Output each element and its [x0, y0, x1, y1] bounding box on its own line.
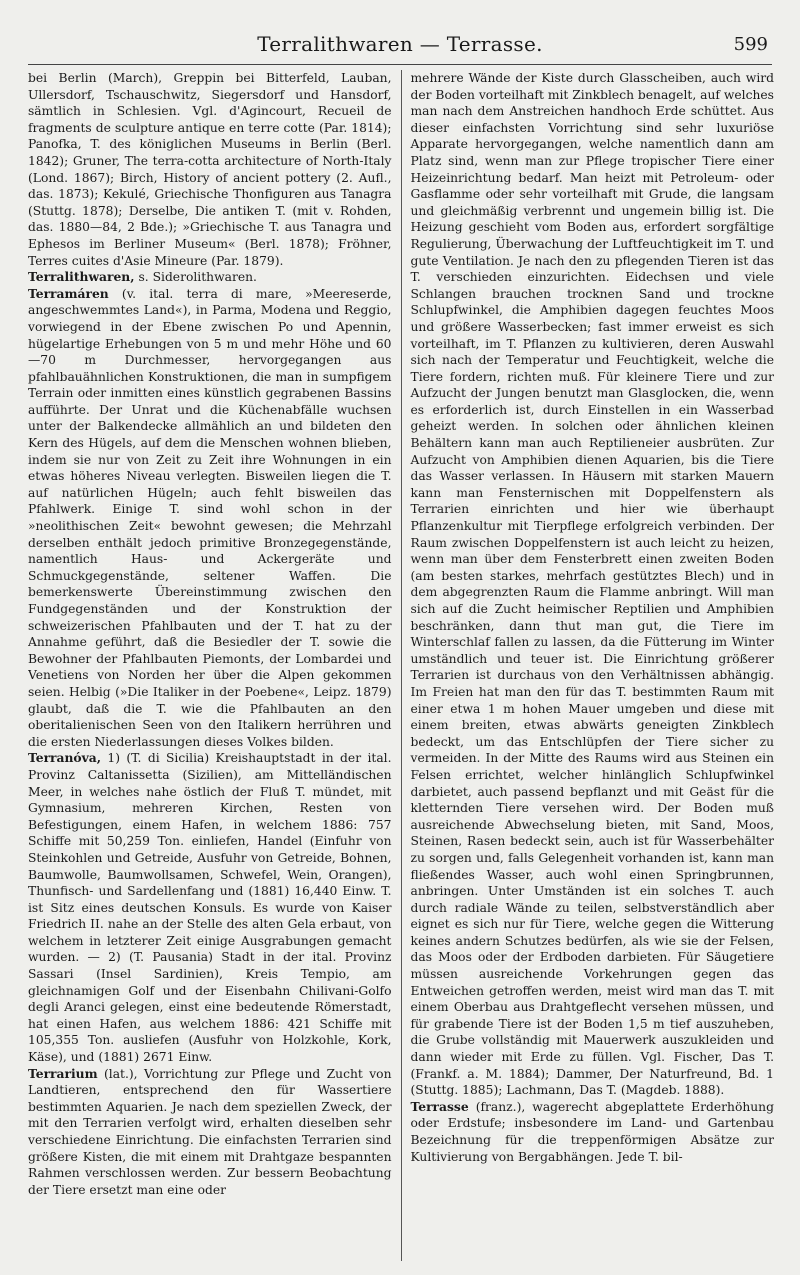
entry-text: s. Siderolithwaren.: [138, 270, 257, 285]
text-columns: [28, 70, 774, 1261]
entry-headword: Terramáren: [28, 285, 109, 301]
entry-headword: Terranóva,: [28, 750, 102, 766]
entry-text: 1) (T. di Sicilia) Kreishauptstadt in der ital. Provinz Caltanissetta (Sizilien), am Mittelländischen Meer, in welches nahe östlich der Fluß T. mündet, mit Gymnasium, mehreren Kirchen, Resten von Befestigungen, einem Hafen, in welchem 1886: 757 Schiffe mit 50,259 Ton. einliefen, Handel (Einfuhr von Steinkohlen und Getreide, Ausfuhr von Getreide, Bohnen, Baumwolle, Baumwollsamen, Schwefel, Wein, Orangen), Thunfisch- und Sardellenfang und (1881) 16,440 Einw. T. ist Sitz eines deutschen Konsuls. Es wurde von Kaiser Friedrich II. nahe an der Stelle des alten Gela erbaut, von welchem in letzterer Zeit einige Ausgrabungen gemacht wurden. — 2) (T. Pausania) Stadt in der ital. Provinz Sassari (Insel Sardinien), Kreis Tempio, am gleichnamigen Golf und der Eisenbahn Chilivani-Golfo degli Aranci gelegen, einst eine bedeutende Römerstadt, hat einen Hafen, aus welchem 1886: 421 Schiffe mit 105,355 Ton. ausliefen (Ausfuhr von Holzkohle, Kork, Käse), und (1881) 2671 Einw.: [28, 751, 392, 1065]
entry-text: (franz.), wagerecht abgeplattete Erderhöhung oder Erdstufe; insbesondere im Land- und Gartenbau Bezeichnung für die treppenförmigen Absätze zur Kultivierung von Bergabhängen. Jede T. bil-: [410, 1099, 774, 1164]
entry-text: mehrere Wände der Kiste durch Glasscheiben, auch wird der Boden vorteilhaft mit Zinkblech benagelt, auf welches man nach dem Anstreichen handhoch Erde schüttet. Aus dieser einfachsten Vorrichtung sind sehr luxuriöse Apparate hervorgegangen, welche namentlich dann am Platz sind, wenn man zur Pflege tropischer Tiere einer Heizeinrichtung bedarf. Man heizt mit Petroleum- oder Gasflamme oder sehr vorteilhaft mit Grude, die langsam und gleichmäßig verbrennt und ungemein billig ist. Die Heizung geschieht vom Boden aus, erfordert sorgfältige Regulierung, Überwachung der Luftfeuchtigkeit im T. und gute Ventilation. Je nach den zu pflegenden Tieren ist das T. verschieden einzurichten. Eidechsen und viele Schlangen brauchen trocknen Sand und trockne Schlupfwinkel, die Amphibien dagegen feuchtes Moos und größere Wasserbecken; fast immer erweist es sich vorteilhaft, im T. Pflanzen zu kultivieren, deren Auswahl sich nach der Temperatur und Feuchtigkeit, welche die Tiere fordern, richten muß. Für kleinere Tiere und zur Aufzucht der Jungen benutzt man Glasglocken, die, wenn es erforderlich ist, durch Einstellen in ein Wasserbad geheizt werden. In solchen oder ähnlichen kleinen Behältern kann man auch Reptilieneier ausbrüten. Zur Aufzucht von Amphibien dienen Aquarien, bis die Tiere das Wasser verlassen. In Häusern mit starken Mauern kann man Fensternischen mit Doppelfenstern als Terrarien einrichten und hier wie überhaupt Pflanzenkultur mit Tierpflege erfolgreich verbinden. Der Raum zwischen Doppelfenstern ist auch leicht zu heizen, wenn man über dem Fensterbrett einen zweiten Boden (am besten starkes, mehrfach gestütztes Blech) und in dem abgegrenzten Raum die Flamme anbringt. Will man sich auf die Zucht heimischer Reptilien und Amphibien beschränken, dann thut man gut, die Tiere im Winterschlaf fallen zu lassen, da die Fütterung im Winter umständlich und teuer ist. Die Einrichtung größerer Terrarien ist durchaus von den Verhältnissen abhängig. Im Freien hat man den für das T. bestimmten Raum mit einer etwa 1 m hohen Mauer umgeben und diese mit einem breiten, etwas abwärts geneigten Zinkblech bedeckt, um das Entschlüpfen der Tiere sicher zu vermeiden. In der Mitte des Raums wird aus Steinen ein Felsen errichtet, welcher hinlänglich Schlupfwinkel darbietet, auch passend bepflanzt und mit Geäst für die kletternden Tiere versehen wird. Der Boden muß ausreichende Abwechselung bieten, mit Sand, Moos, Steinen, Rasen bedeckt sein, auch ist für Wasserbehälter zu sorgen und, falls Gelegenheit vorhanden ist, kann man fließendes Wasser, auch wohl einen Springbrunnen, anbringen. Unter Umständen ist ein solches T. auch durch radiale Wände zu teilen, selbstverständlich aber eignet es sich nur für Tiere, welche gegen die Witterung keines andern Schutzes bedürfen, als wie sie der Felsen, das Moos oder der Erdboden darbieten. Für Säugetiere müssen ausreichende Vorkehrungen gegen das Entweichen getroffen werden, meist wird man das T. mit einem Oberbau aus Drahtgeflecht versehen müssen, und für grabende Tiere ist der Boden 1,5 m tief auszuheben, die Grube vollständig mit Mauerwerk auszukleiden und dann wieder mit Erde zu füllen. Vgl. Fischer, Das T. (Frankf. a. M. 1884); Dammer, Der Naturfreund, Bd. 1 (Stuttg. 1885); Lachmann, Das T. (Magdeb. 1888).: [410, 71, 774, 1098]
running-title: Terralithwaren — Terrasse.: [257, 32, 543, 56]
entry-paragraph: [411, 70, 775, 1099]
entry-text: (v. ital. terra di mare, »Meereserde, angeschwemmtes Land«), in Parma, Modena und Reggio, vorwiegend in der Ebene zwischen Po und Apennin, hügelartige Erhebungen von 5 m und mehr Höhe und 60—70 m Durchmesser, hervorgegangen aus pfahlbauähnlichen Konstruktionen, die man in sumpfigem Terrain oder inmitten eines künstlich gegrabenen Bassins aufführte. Der Unrat und die Küchenabfälle wuchsen unter der Balkendecke allmählich an und bildeten den Kern des Hügels, auf dem die Menschen wohnen blieben, indem sie nur von Zeit zu Zeit ihre Wohnungen in ein etwas höheres Niveau verlegten. Bisweilen liegen die T. auf natürlichen Hügeln; auch fehlt bisweilen das Pfahlwerk. Einige T. sind wohl schon in der »neolithischen Zeit« bewohnt gewesen; die Mehrzahl derselben enthält jedoch primitive Bronzegegenstände, namentlich Haus- und Ackergeräte und Schmuckgegenstände, seltener Waffen. Die bemerkenswerte Übereinstimmung zwischen den Fundgegenständen und der Konstruktion der schweizerischen Pfahlbauten und der T. hat zu der Annahme geführt, daß die Besiedler der T. sowie die Bewohner der Pfahlbauten Piemonts, der Lombardei und Venetiens von Norden her über die Alpen gekommen seien. Helbig (»Die Italiker in der Poebene«, Leipz. 1879) glaubt, daß die T. wie die Pfahlbauten an den oberitalienischen Seen von den Italikern herrühren und die ersten Niederlassungen dieses Volkes bilden.: [28, 286, 392, 749]
entry-paragraph: [411, 1099, 775, 1165]
page-header: [28, 30, 772, 65]
entry-paragraph: [28, 750, 392, 1065]
page-number: 599: [733, 34, 768, 55]
entry-headword: Terrarium: [28, 1065, 98, 1081]
entry-text: bei Berlin (March), Greppin bei Bitterfeld, Lauban, Ullersdorf, Tschauschwitz, Siegersdorf und Hansdorf, sämtlich in Schlesien. Vgl. d'Agincourt, Recueil de fragments de sculpture antique en terre cotte (Par. 1814); Panofka, T. des königlichen Museums in Berlin (Berl. 1842); Gruner, The terra-cotta architecture of North-Italy (Lond. 1867); Birch, History of ancient pottery (2. Aufl., das. 1873); Kekulé, Griechische Thonfiguren aus Tanagra (Stuttg. 1878); Derselbe, Die antiken T. (mit v. Rohden, das. 1880—84, 2 Bde.); »Griechische T. aus Tanagra und Ephesos im Berliner Museum« (Berl. 1878); Fröhner, Terres cuites d'Asie Mineure (Par. 1879).: [28, 71, 392, 268]
entry-text: (lat.), Vorrichtung zur Pflege und Zucht von Landtieren, entsprechend den für Wassertiere bestimmten Aquarien. Je nach dem speziellen Zweck, der mit den Terrarien verfolgt wird, erhalten dieselben sehr verschiedene Einrichtung. Die einfachsten Terrarien sind größere Kisten, die mit einem mit Drahtgaze bespannten Rahmen verschlossen werden. Zur bessern Beobachtung der Tiere ersetzt man eine oder: [28, 1066, 392, 1197]
entry-headword: Terralithwaren,: [28, 269, 135, 285]
left-column: [28, 70, 402, 1261]
entry-paragraph: [28, 269, 392, 286]
entry-paragraph: [28, 70, 392, 269]
entry-headword: Terrasse: [410, 1098, 469, 1114]
entry-paragraph: [28, 286, 392, 751]
entry-paragraph: [28, 1066, 392, 1199]
right-column: [402, 70, 775, 1261]
